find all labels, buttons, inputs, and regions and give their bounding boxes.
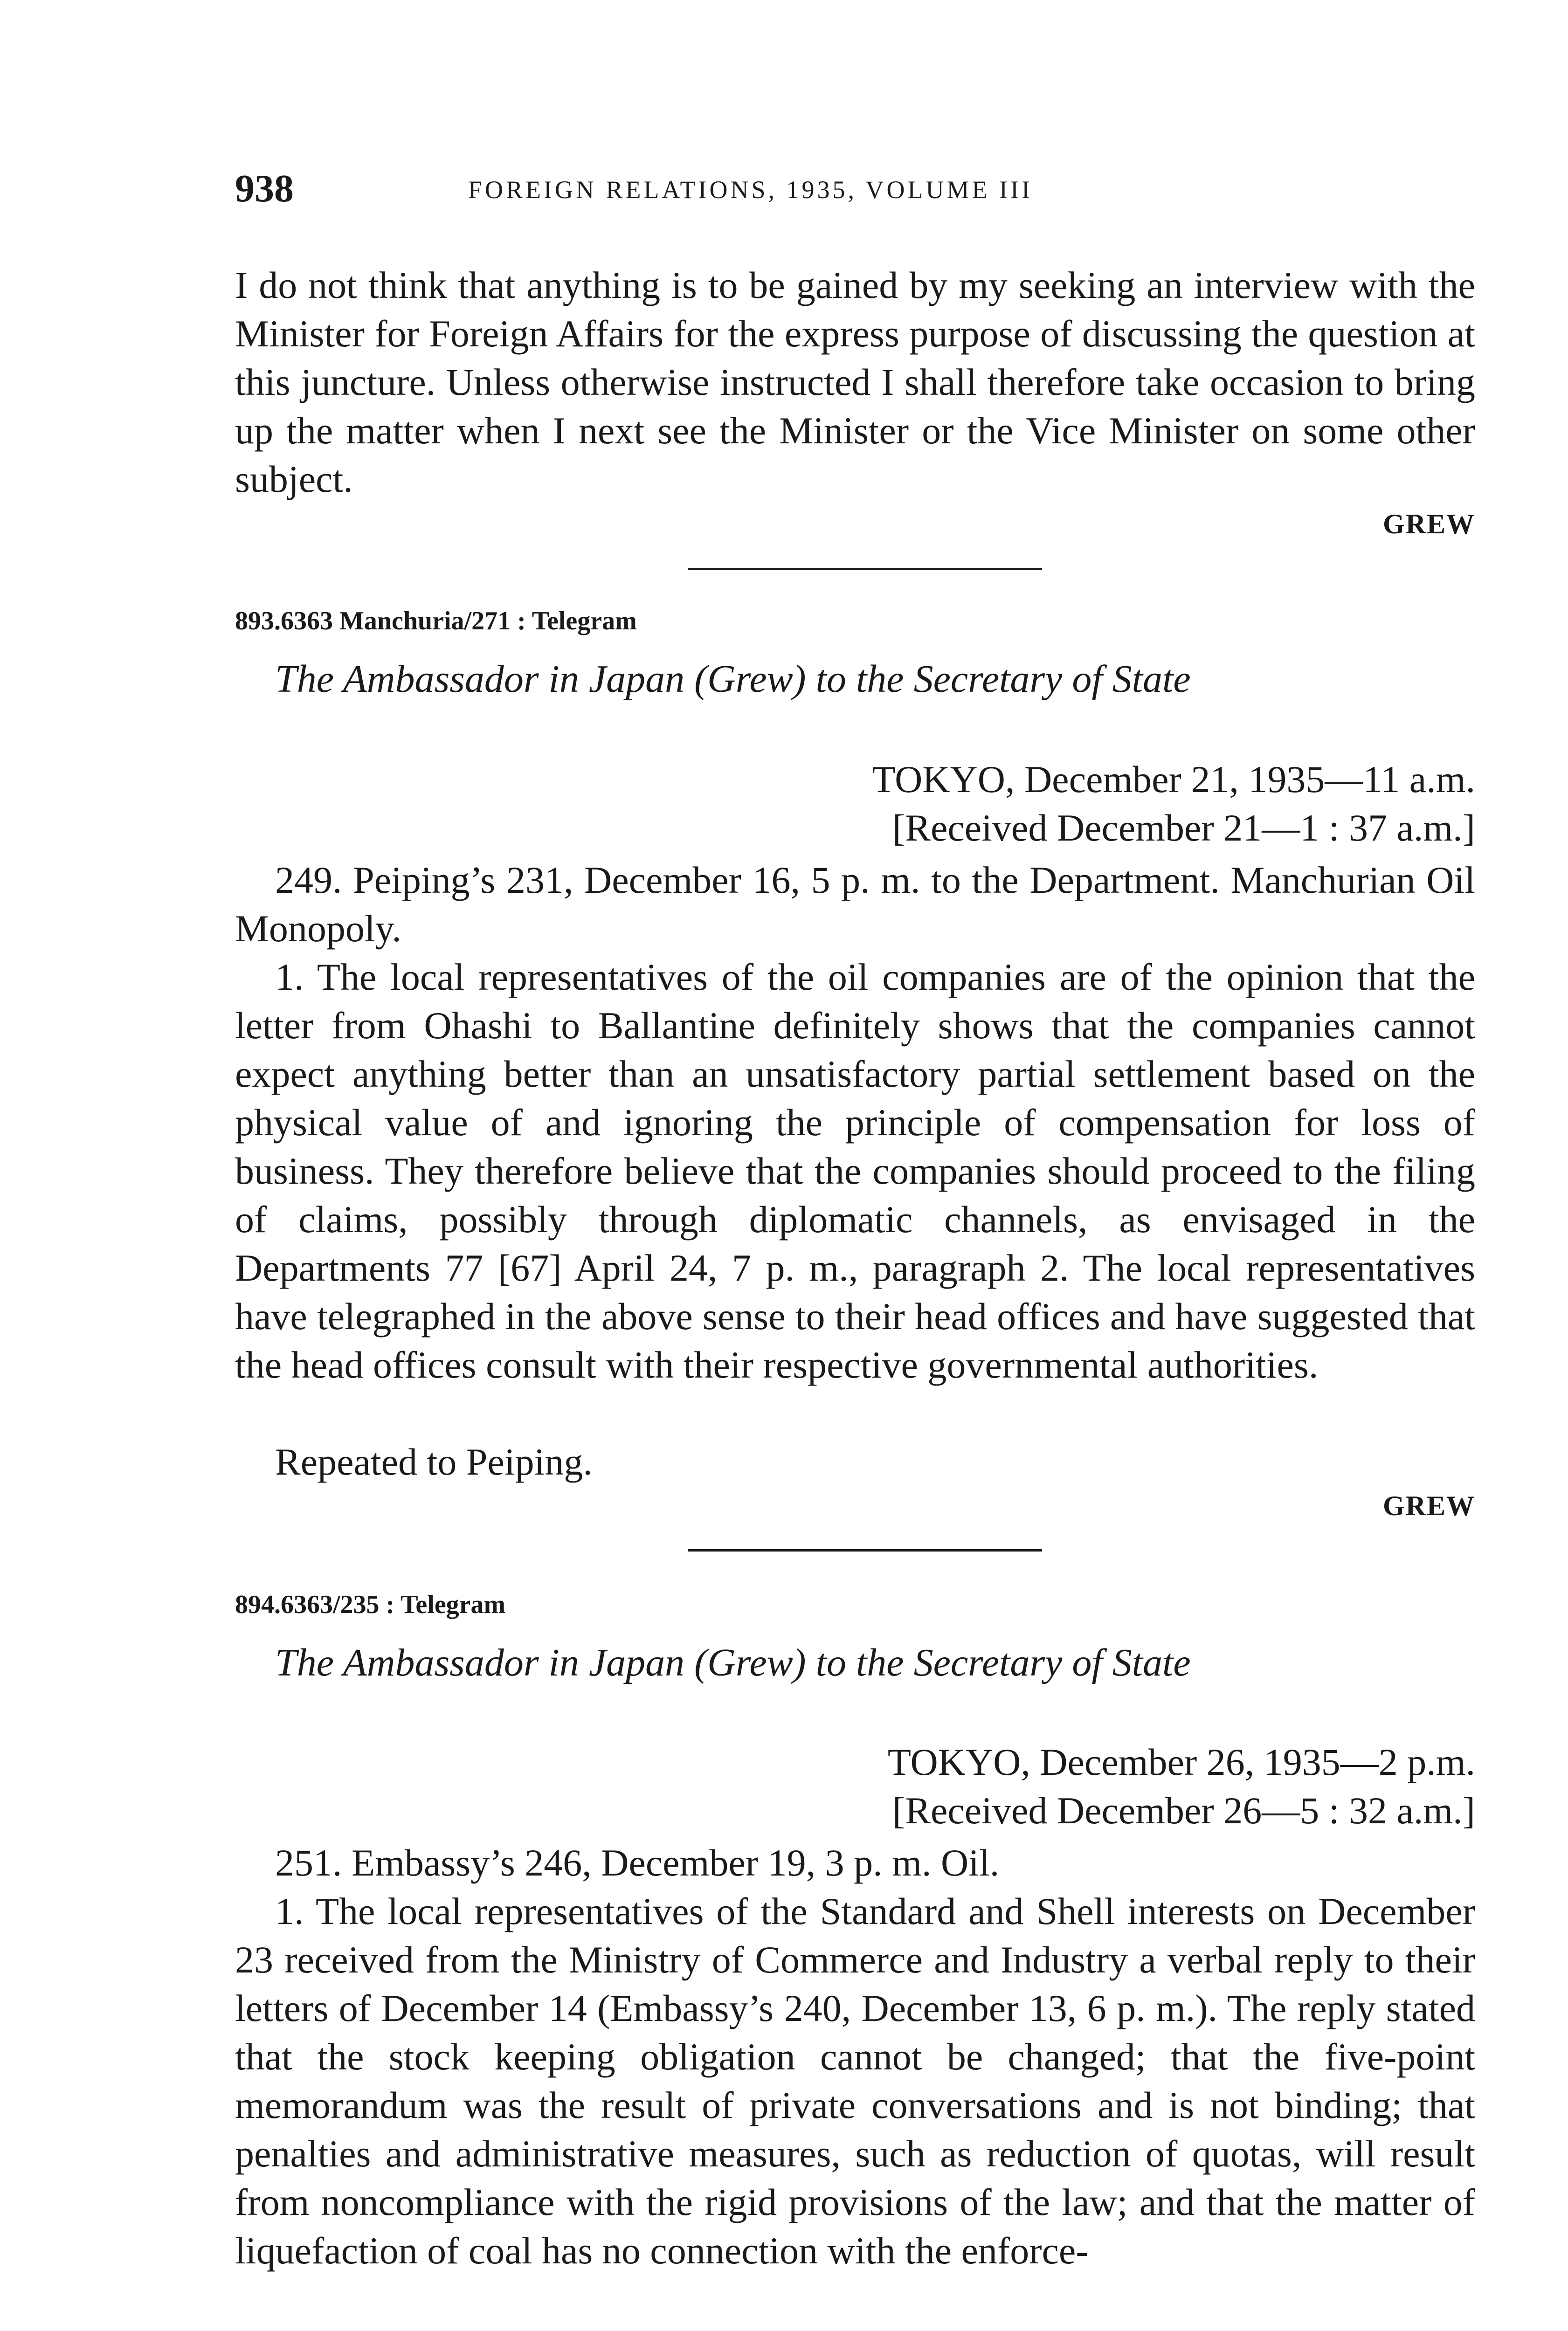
- signature-grew-1: GREW: [1382, 509, 1475, 539]
- doc1-paragraph-3: Repeated to Peiping.: [275, 1441, 593, 1483]
- doc2-title: The Ambassador in Japan (Grew) to the Secretary of State: [275, 1641, 1191, 1684]
- doc1-paragraph-1: 249. Peiping’s 231, December 16, 5 p. m. to the Department. Manchurian Oil Monopoly.: [235, 859, 1475, 950]
- page-number: 938: [235, 167, 294, 210]
- doc1-title: The Ambassador in Japan (Grew) to the Secretary of State: [275, 657, 1191, 701]
- doc1-paragraph-2: 1. The local representatives of the oil companies are of the opinion that the letter from Ohashi to Ballantine definitely shows that the companies cannot expect anything better than an unsatisfactory partial settlement based on the physical value of and ignoring the principle of compensation for loss of business. They therefore believe that the companies should proceed to the filing of claims, possibly through diplomatic channels, as envisaged in the Departments 77 [67] April 24, 7 p. m., paragraph 2. The local representatives have telegraphed in the above sense to their head offices and have suggested that the head offices consult with their respective governmental authorities.: [235, 956, 1475, 1386]
- doc2-dateline-block: [888, 1738, 1475, 1835]
- doc1-dateline-block: [872, 755, 1475, 852]
- doc1-dateline: TOKYO, December 21, 1935—11 a.m.: [872, 758, 1475, 800]
- running-head: FOREIGN RELATIONS, 1935, VOLUME III: [468, 176, 1033, 204]
- doc2-dateline: TOKYO, December 26, 1935—2 p.m.: [887, 1741, 1475, 1783]
- intro-paragraph: I do not think that anything is to be gained by my seeking an interview with the Minister for Foreign Affairs for the express purpose of discussing the question at this juncture. Unless otherwise instructed I shall therefore take occasion to bring up the matter when I next see the Minister or the Vice Minister on some other subject.: [235, 264, 1475, 500]
- doc2-received: [Received December 26—5 : 32 a.m.]: [892, 1789, 1475, 1832]
- doc2-paragraph-1: 251. Embassy’s 246, December 19, 3 p. m. Oil.: [275, 1841, 1000, 1884]
- signature-grew-2: GREW: [1382, 1490, 1475, 1521]
- doc2-file-reference: 894.6363/235 : Telegram: [235, 1590, 506, 1619]
- doc1-file-reference: 893.6363 Manchuria/271 : Telegram: [235, 607, 637, 635]
- section-divider-2: [688, 1549, 1042, 1552]
- section-divider-1: [688, 568, 1042, 570]
- page-header: [235, 166, 1475, 222]
- doc2-paragraph-2: 1. The local representatives of the Standard and Shell interests on December 23 received from the Ministry of Commerce and Industry a verbal reply to their letters of December 14 (Embassy’s 240, December 13, 6 p. m.). The reply stated that the stock keeping obligation cannot be changed; that the five-point memorandum was the result of private conversations and is not binding; that penalties and administrative measures, such as reduction of quotas, will result from noncompliance with the rigid provisions of the law; and that the matter of liquefaction of coal has no connection with the enforce-: [235, 1890, 1475, 2272]
- doc1-received: [Received December 21—1 : 37 a.m.]: [892, 807, 1475, 849]
